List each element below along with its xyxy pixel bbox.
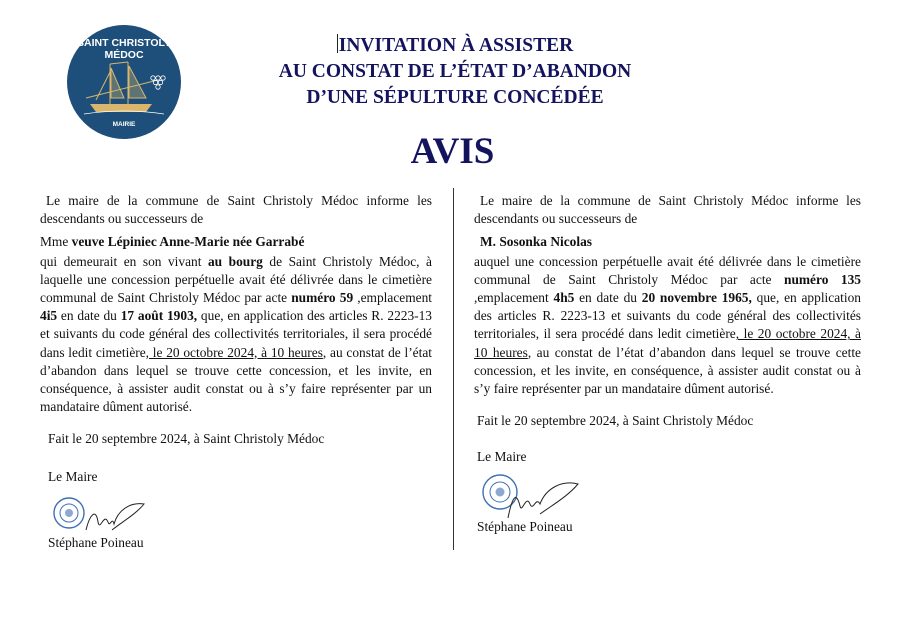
title-line-3: D’UNE SÉPULTURE CONCÉDÉE — [306, 87, 604, 108]
logo-bottom: MAIRIE — [112, 121, 136, 128]
signer-name: Stéphane Poineau — [48, 535, 144, 550]
notice-heading: AVIS — [410, 131, 495, 172]
deceased-name: Mme veuve Lépiniec Anne-Marie née Garrabé — [40, 234, 305, 250]
role-label: Le Maire — [48, 468, 98, 484]
text-cursor — [337, 34, 338, 53]
date-line: Fait le 20 septembre 2024, à Saint Christoly Médoc — [48, 431, 325, 447]
title-line-2: AU CONSTAT DE L’ÉTAT D’ABANDON — [278, 61, 632, 82]
deceased-name: M. Sosonka Nicolas — [480, 234, 592, 250]
intro-text: Le maire de la commune de Saint Christoly Médoc informe les descendants ou successeurs de — [40, 193, 432, 227]
mairie-logo — [66, 24, 182, 140]
mayor-stamp-signature — [52, 492, 162, 538]
logo-line2: MÉDOC — [104, 49, 144, 61]
notice-right — [474, 192, 861, 467]
role-label: Le Maire — [477, 449, 527, 465]
title-line-1: INVITATION À ASSISTER — [338, 35, 574, 56]
signer-name-right: Stéphane Poineau — [477, 519, 573, 534]
signature-scribble — [508, 483, 578, 518]
official-stamp-icon — [54, 498, 84, 528]
notice-body: auquel une concession perpétuelle avait été délivrée dans le cimetière communal de Saint Christoly Médoc par acte numéro 135 ,emplacement 4h5 en date du 20 novembre 1965, que, en application des articles R. 2223-13 et suivants du code général des collectivités territoriales, il sera procédé dans ledit cimetière, le 20 octobre 2024, à 10 heures, au constat de l’état d’abandon dans lequel se trouve cette concession, et les invite, en conséquence, à assister audit constat ou à s’y faire représenter par un mandataire dûment autorisé. — [474, 253, 861, 397]
date-line: Fait le 20 septembre 2024, à Saint Christoly Médoc — [477, 413, 754, 429]
logo-line1: SAINT CHRISTOLY — [77, 37, 171, 49]
signature-scribble — [86, 504, 144, 530]
page-title — [205, 33, 705, 111]
notice-body: qui demeurait en son vivant au bourg de Saint Christoly Médoc, à laquelle une concession perpétuelle avait été délivrée dans le cimetière communal de Saint Christoly Médoc par acte numéro 59 ,emplacement 4i5 en date du 17 août 1903, que, en application des articles R. 2223-13 et suivants du code général des collectivités territoriales, il sera procédé dans ledit cimetière, le 20 octobre 2024, à 10 heures, au constat de l’état d’abandon dans lequel se trouve cette concession, et les invite, en conséquence, à assister audit constat ou à s’y faire représenter par un mandataire dûment autorisé. — [40, 253, 432, 415]
column-divider — [453, 188, 454, 550]
notice-left — [40, 192, 432, 486]
intro-text: Le maire de la commune de Saint Christoly Médoc informe les descendants ou successeurs de — [474, 193, 861, 227]
mayor-stamp-signature-right — [478, 468, 598, 520]
